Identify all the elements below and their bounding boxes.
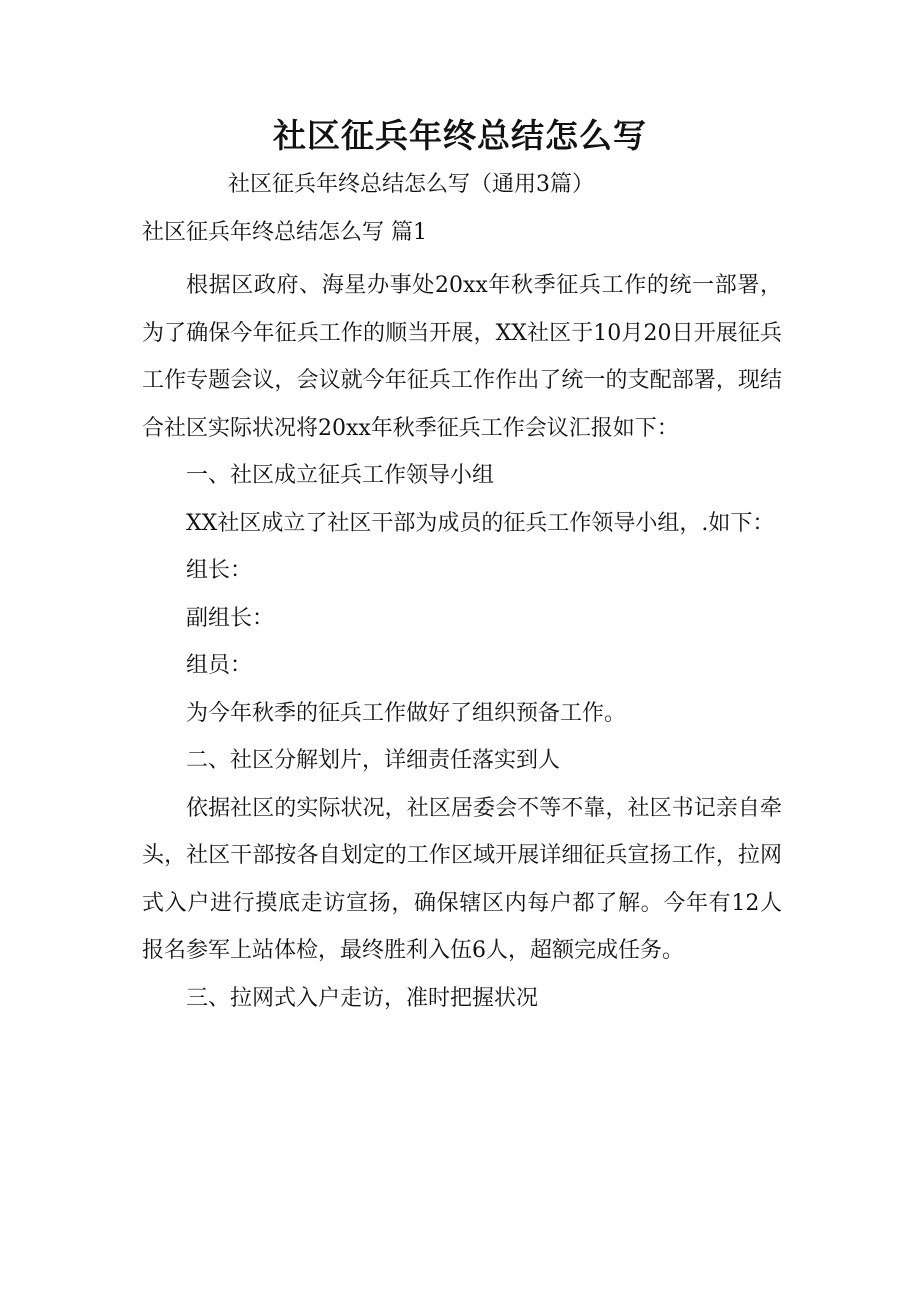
- paragraph-group-leader: 组长：: [186, 558, 253, 583]
- paragraph-deputy-leader: 副组长：: [186, 605, 275, 631]
- heading-part-2: 二、社区分解划片，详细责任落实到人: [186, 748, 561, 773]
- heading-part-3: 三、拉网式入户走访，准时把握状况: [186, 985, 539, 1011]
- paragraph-intro: 根据区政府、海星办事处20xx年秋季征兵工作的统一部署，为了确保今年征兵工作的顺当开展，XX社区于10月20日开展征兵工作专题会议，会议就今年征兵工作作出了统一的支配部署，现结合社区实际状况将20xx年秋季征兵工作会议汇报如下：: [142, 273, 782, 441]
- paragraph-leadership-group: XX社区成立了社区干部为成员的征兵工作领导小组，.如下：: [186, 510, 775, 536]
- document-body: [142, 262, 782, 1022]
- paragraph-members: 组员：: [186, 653, 253, 678]
- heading-part-1: 一、社区成立征兵工作领导小组: [186, 463, 495, 488]
- document-subtitle: 社区征兵年终总结怎么写（通用3篇）: [228, 172, 594, 197]
- document-title: 社区征兵年终总结怎么写: [273, 116, 647, 155]
- paragraph-division-work: 依据社区的实际状况，社区居委会不等不靠，社区书记亲自牵头，社区干部按各自划定的工作区域开展详细征兵宣扬工作，拉网式入户进行摸底走访宣扬，确保辖区内每户都了解。今年有12人报名参军上站体检，最终胜利入伍6人，超额完成任务。: [142, 795, 782, 963]
- paragraph-preparation: 为今年秋季的征兵工作做好了组织预备工作。: [186, 700, 627, 726]
- section-heading: 社区征兵年终总结怎么写 篇1: [142, 220, 427, 245]
